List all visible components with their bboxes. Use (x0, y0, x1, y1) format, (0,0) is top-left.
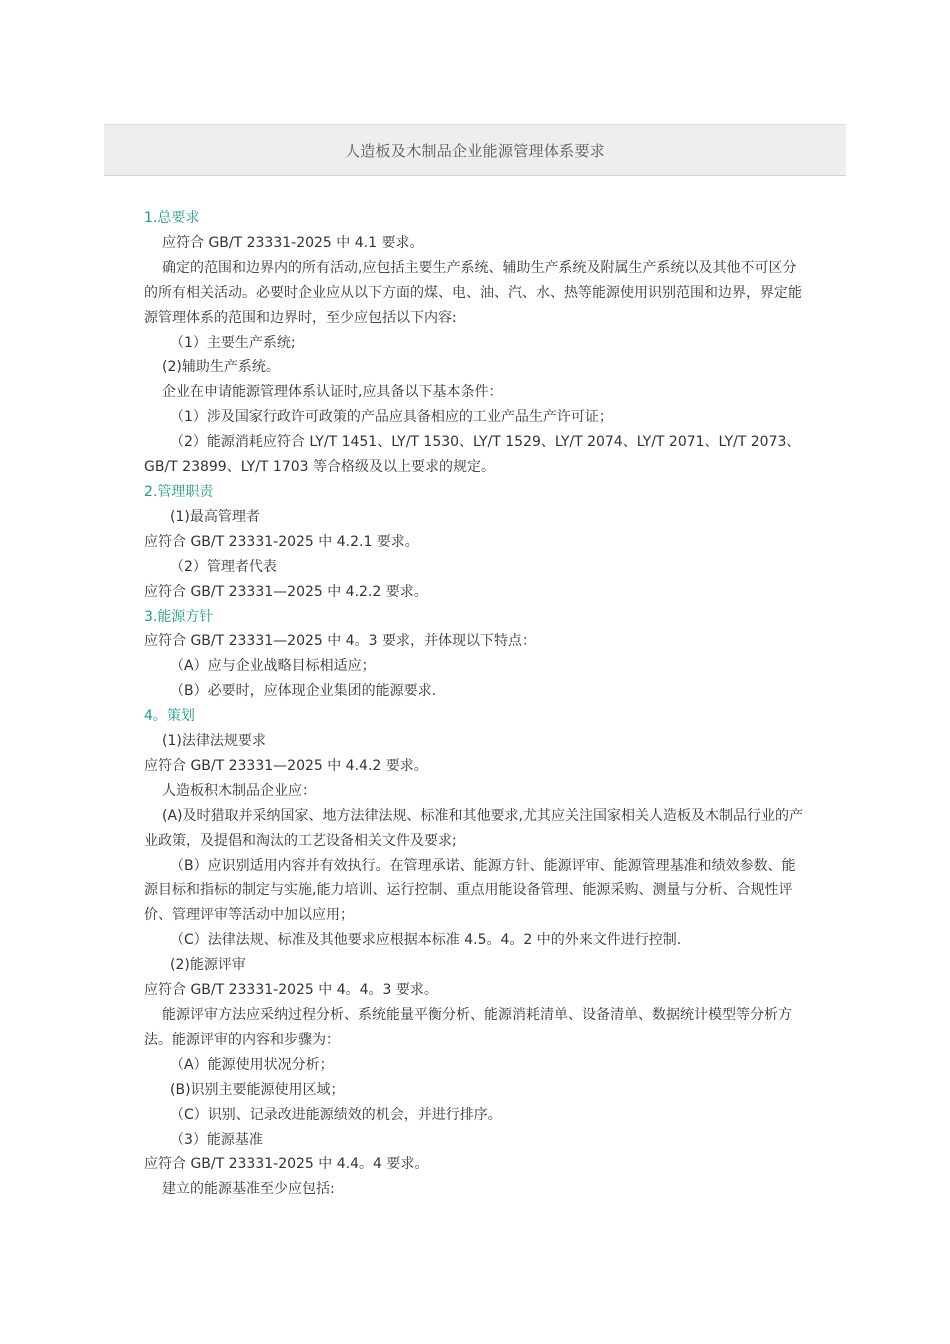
list-item: (A)及时猎取并采纳国家、地方法律法规、标准和其他要求,尤其应关注国家相关人造板及木制品行业的产业政策，及提倡和淘汰的工艺设备相关文件及要求; (144, 807, 803, 849)
paragraph: 应符合 GB/T 23331-2025 中 4。4。3 要求。 (144, 982, 438, 999)
section-heading-general: 1.总要求 (144, 210, 200, 226)
paragraph: 应符合 GB/T 23331—2025 中 4.4.2 要求。 (144, 757, 428, 774)
paragraph: 应符合 GB/T 23331-2025 中 4.2.1 要求。 (144, 533, 419, 550)
list-item: （B）应识别适用内容并有效执行。在管理承诺、能源方针、能源评审、能源管理基准和绩效参数、能源目标和指标的制定与实施,能力培训、运行控制、重点用能设备管理、能源采购、测量与分析、合规性评价、管理评审等活动中加以应用； (144, 857, 796, 924)
paragraph: 人造板积木制品企业应： (162, 782, 316, 799)
list-item: (1)最高管理者 (170, 508, 260, 525)
section-heading-policy: 3.能源方针 (144, 608, 214, 625)
section-heading-management: 2.管理职责 (144, 483, 214, 500)
list-item: （1）涉及国家行政许可政策的产品应具备相应的工业产品生产许可证； (170, 409, 613, 426)
list-item: (1)法律法规要求 (162, 733, 266, 750)
paragraph: 确定的范围和边界内的所有活动,应包括主要生产系统、辅助生产系统及附属生产系统以及其他不可区分的所有相关活动。必要时企业应从以下方面的煤、电、油、汽、水、热等能源使用识别范围和边界，界定能源管理体系的范围和边界时，至少应包括以下内容: (144, 259, 802, 326)
list-item: （A）应与企业战略目标相适应； (170, 658, 376, 675)
document-title: 人造板及木制品企业能源管理体系要求 (344, 141, 606, 160)
list-item: (2)能源评审 (170, 957, 246, 974)
document-body (144, 206, 804, 1202)
document-title-bar (104, 124, 846, 176)
paragraph: 能源评审方法应采纳过程分析、系统能量平衡分析、能源消耗清单、设备清单、数据统计模型等分析方法。能源评审的内容和步骤为： (144, 1007, 792, 1048)
list-item: (2)辅助生产系统。 (162, 359, 280, 376)
section-heading-planning: 4。策划 (144, 708, 195, 725)
list-item: （2）管理者代表 (170, 558, 277, 575)
paragraph: 应符合 GB/T 23331—2025 中 4.2.2 要求。 (144, 583, 428, 600)
list-item: （C）法律法规、标准及其他要求应根据本标准 4.5。4。2 中的外来文件进行控制. (170, 932, 682, 949)
paragraph: 应符合 GB/T 23331-2025 中 4.1 要求。 (162, 234, 424, 251)
list-item: （B）必要时，应体现企业集团的能源要求. (170, 683, 437, 700)
list-item: （A）能源使用状况分析； (170, 1056, 334, 1073)
list-item: （2）能源消耗应符合 LY/T 1451、LY/T 1530、LY/T 1529、LY/T 2074、LY/T 2071、LY/T 2073、GB/T 23899、LY/T 1703 等合格级及以上要求的规定。 (144, 434, 801, 476)
paragraph: 企业在申请能源管理体系认证时,应具备以下基本条件： (162, 384, 503, 401)
list-item: （3）能源基准 (170, 1131, 263, 1148)
paragraph: 应符合 GB/T 23331—2025 中 4。3 要求，并体现以下特点： (144, 633, 536, 650)
list-item: （1）主要生产系统; (170, 334, 296, 351)
list-item: （C）识别、记录改进能源绩效的机会，并进行排序。 (170, 1106, 502, 1123)
paragraph: 应符合 GB/T 23331-2025 中 4.4。4 要求。 (144, 1156, 429, 1173)
paragraph: 建立的能源基准至少应包括: (162, 1181, 335, 1198)
list-item: (B)识别主要能源使用区域； (170, 1081, 345, 1098)
